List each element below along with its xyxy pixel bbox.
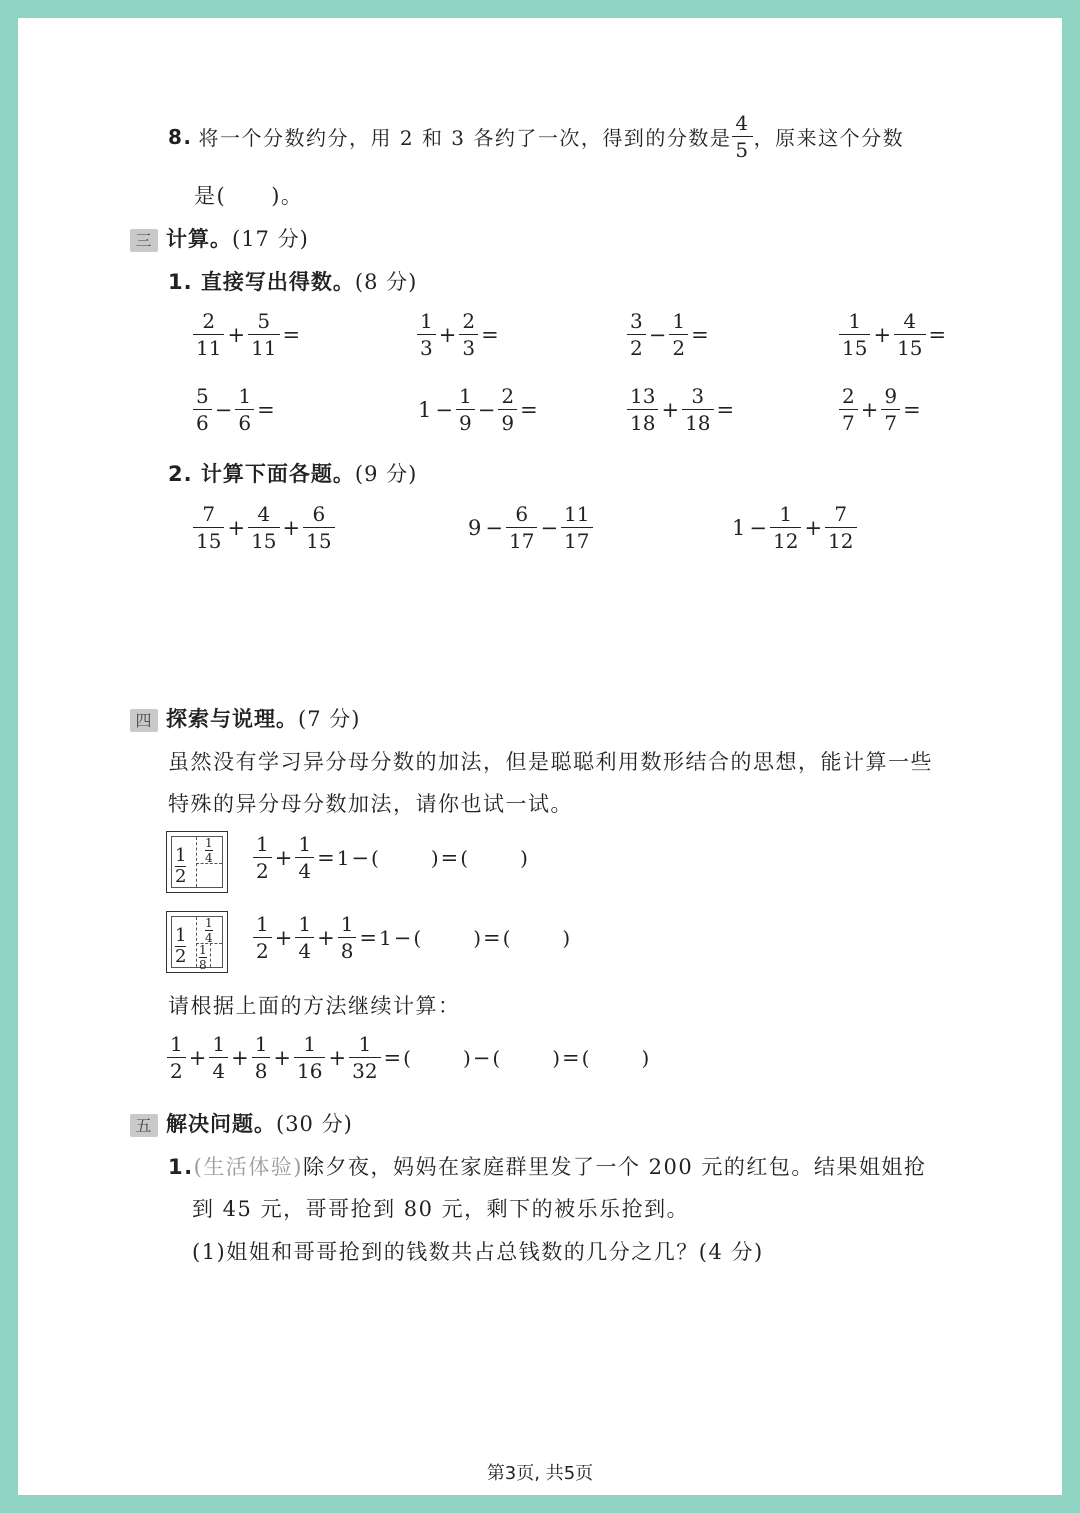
fraction-diagram-1 [166, 831, 228, 893]
frac-den: 15 [248, 527, 279, 551]
calc-item-1 [192, 311, 302, 358]
sec3-q1-points: (8 分) [354, 270, 418, 294]
plus-sign: + [227, 322, 246, 347]
calc-item-3 [626, 311, 711, 358]
frac-num: 5 [257, 309, 271, 333]
frac-den: 16 [294, 1057, 325, 1081]
frac-den: 32 [349, 1057, 380, 1081]
frac-num: 7 [834, 502, 848, 526]
q8-fraction [732, 113, 752, 160]
close-paren: ) [462, 1045, 471, 1070]
diagram-label-eighth: 1 8 [199, 943, 207, 972]
sec3-q2-header [168, 458, 417, 488]
explore-equation-2 [252, 914, 570, 961]
diagram-inner-frame [171, 836, 223, 888]
equals-sign: = [359, 925, 378, 950]
number-nine: 9 [468, 515, 482, 540]
frac-num: 1 [238, 384, 252, 408]
frac-num: 1 [848, 309, 862, 333]
frac-den: 15 [303, 527, 334, 551]
frac-num: 9 [884, 384, 898, 408]
plus-sign: + [273, 1045, 292, 1070]
equals-sign: = [440, 845, 459, 870]
sec4-paragraph-line1: 虽然没有学习异分母分数的加法，但是聪聪利用数形结合的思想，能计算一些 [168, 750, 933, 774]
section5-points: (30 分) [276, 1112, 353, 1136]
diagram-divider [196, 917, 197, 967]
open-paren: ( [460, 845, 469, 870]
frac-den: 17 [561, 527, 592, 551]
minus-sign: − [485, 515, 503, 540]
plus-sign: + [438, 322, 457, 347]
open-paren: ( [581, 1045, 590, 1070]
frac-num: 1 [420, 309, 433, 333]
close-paren: ) [520, 845, 528, 870]
q8-number: 8. [168, 124, 193, 149]
frac-num: 1 [298, 912, 312, 936]
q8-frac-num: 4 [735, 111, 750, 135]
plus-sign: + [188, 1045, 207, 1070]
sec4-continue-instruction: 请根据上面的方法继续计算： [168, 994, 461, 1018]
frac-den: 3 [417, 334, 436, 358]
frac-num: 11 [564, 502, 590, 526]
frac-num: 2 [462, 309, 476, 333]
frac-den: 11 [193, 334, 224, 358]
frac-den: 2 [669, 334, 688, 358]
frac-den: 8 [338, 937, 357, 961]
frac-den: 18 [682, 409, 713, 433]
diagram-label-half: 1 2 [175, 845, 187, 887]
minus-sign: − [540, 515, 559, 540]
section3-points: (17 分) [232, 227, 309, 251]
plus-sign: + [231, 1045, 249, 1070]
equals-sign: = [317, 845, 335, 870]
sec3-q2-points: (9 分) [354, 462, 418, 486]
open-paren: ( [403, 1045, 411, 1070]
frac-den: 15 [894, 334, 925, 358]
frac-den: 4 [295, 857, 314, 881]
equals-sign: = [483, 925, 501, 950]
frac-num: 1 [672, 309, 686, 333]
plus-sign: + [328, 1045, 347, 1070]
frac-den: 7 [839, 409, 858, 433]
life-experience-tag: (生活体验) [193, 1155, 303, 1179]
equals-sign: = [691, 322, 709, 347]
section3-badge: 三 [130, 229, 158, 252]
frac-num: 2 [842, 384, 855, 408]
calc2-item-1 [192, 504, 336, 551]
minus-sign: − [393, 925, 412, 950]
plus-sign: + [274, 925, 293, 950]
calc-item-4 [838, 311, 948, 358]
open-paren: ( [502, 925, 511, 950]
open-paren: ( [371, 845, 379, 870]
frac-den: 15 [839, 334, 870, 358]
frac-num: 1 [170, 1032, 183, 1056]
plus-sign: + [804, 515, 823, 540]
calc-item-2 [416, 311, 501, 358]
frac-den: 2 [253, 937, 272, 961]
calc2-item-3 [730, 504, 858, 551]
sec5-q1-line2: 到 45 元，哥哥抢到 80 元，剩下的被乐乐抢到。 [192, 1197, 690, 1221]
number-one: 1 [379, 925, 392, 950]
section5-header [130, 1108, 353, 1138]
minus-sign: − [472, 1045, 491, 1070]
section5-badge: 五 [130, 1114, 158, 1137]
sec4-paragraph-line2: 特殊的异分母分数加法，请你也试一试。 [168, 792, 573, 816]
frac-num: 2 [202, 309, 216, 333]
minus-sign: − [648, 322, 667, 347]
diagram-label-half: 1 2 [175, 925, 187, 967]
frac-den: 18 [627, 409, 658, 433]
sec3-q1-title: 直接写出得数。 [200, 270, 355, 294]
frac-den: 8 [252, 1057, 271, 1081]
calc-item-6 [416, 386, 540, 433]
frac-num: 1 [254, 1032, 268, 1056]
sec5-q1-line1 [168, 1151, 926, 1181]
close-paren: ) [641, 1045, 650, 1070]
close-paren: ) [552, 1045, 561, 1070]
frac-den: 2 [627, 334, 646, 358]
explore-equation-1 [252, 834, 528, 881]
frac-num: 1 [256, 832, 269, 856]
frac-den: 12 [825, 527, 856, 551]
frac-den: 4 [295, 937, 314, 961]
page-number-footer: 第3页, 共5页 [486, 1463, 594, 1484]
plus-sign: + [873, 322, 892, 347]
equals-sign: = [257, 397, 275, 422]
frac-num: 1 [303, 1032, 317, 1056]
diagram-inner-frame [171, 916, 223, 972]
open-paren: ( [413, 925, 422, 950]
close-paren: ) [473, 925, 481, 950]
minus-sign: − [477, 397, 496, 422]
equals-sign: = [383, 1045, 402, 1070]
frac-num: 1 [358, 1032, 372, 1056]
plus-sign: + [227, 515, 246, 540]
worksheet-page [18, 18, 1062, 1495]
frac-den: 6 [235, 409, 254, 433]
fraction-diagram-2 [166, 911, 228, 973]
number-one: 1 [732, 515, 746, 540]
frac-den: 9 [498, 409, 517, 433]
q8-frac-den: 5 [732, 136, 752, 160]
plus-sign: + [860, 397, 879, 422]
q8-text-after: ，原来这个分数 [753, 126, 905, 150]
frac-num: 1 [298, 832, 312, 856]
frac-num: 5 [196, 384, 209, 408]
sec5-q1-number: 1. [168, 1155, 194, 1179]
equals-sign: = [903, 397, 921, 422]
minus-sign: − [214, 397, 233, 422]
calc-item-8 [838, 386, 923, 433]
close-paren: ) [562, 925, 571, 950]
calc-item-5 [192, 386, 277, 433]
frac-den: 11 [248, 334, 279, 358]
sec3-q1-header [168, 266, 417, 296]
frac-num: 4 [903, 309, 917, 333]
diagram-divider [210, 943, 211, 967]
plus-sign: + [317, 925, 335, 950]
frac-num: 4 [257, 502, 271, 526]
plus-sign: + [282, 515, 301, 540]
q8-line1 [168, 113, 904, 160]
section3-header [130, 223, 309, 253]
frac-num: 1 [256, 912, 269, 936]
frac-num: 1 [212, 1032, 226, 1056]
minus-sign: − [749, 515, 767, 540]
frac-num: 3 [691, 384, 705, 408]
frac-den: 9 [456, 409, 475, 433]
plus-sign: + [274, 845, 293, 870]
equals-sign: = [928, 322, 947, 347]
equals-sign: = [520, 397, 538, 422]
frac-den: 15 [193, 527, 224, 551]
plus-sign: + [661, 397, 680, 422]
frac-num: 6 [515, 502, 529, 526]
sec3-q2-number: 2. [168, 462, 193, 486]
calc2-item-2 [466, 504, 594, 551]
frac-num: 1 [779, 502, 793, 526]
frac-num: 2 [501, 384, 515, 408]
frac-num: 1 [340, 912, 354, 936]
frac-den: 2 [167, 1057, 186, 1081]
sec3-q1-number: 1. [168, 270, 193, 294]
frac-num: 13 [630, 384, 656, 408]
section4-badge: 四 [130, 709, 158, 732]
section5-title: 解决问题。 [166, 1112, 276, 1136]
sec3-q2-title: 计算下面各题。 [200, 462, 355, 486]
section4-points: (7 分) [298, 707, 361, 731]
frac-den: 4 [209, 1057, 228, 1081]
sec5-q1-sub1: (1)姐姐和哥哥抢到的钱数共占总钱数的几分之几？(4 分) [192, 1240, 764, 1264]
frac-den: 6 [193, 409, 212, 433]
open-paren: ( [492, 1045, 501, 1070]
q8-text-before: 将一个分数约分，用 2 和 3 各约了一次，得到的分数是 [198, 126, 732, 150]
diagram-label-quarter: 1 4 [205, 836, 213, 865]
explore-equation-3 [166, 1034, 649, 1081]
calc-item-7 [626, 386, 736, 433]
frac-num: 3 [630, 309, 643, 333]
minus-sign: − [435, 397, 453, 422]
minus-sign: − [351, 845, 370, 870]
frac-den: 3 [459, 334, 478, 358]
frac-num: 1 [458, 384, 472, 408]
frac-den: 7 [881, 409, 900, 433]
sec5-q1-text: 除夕夜，妈妈在家庭群里发了一个 200 元的红包。结果姐姐抢 [302, 1155, 927, 1179]
number-one: 1 [336, 845, 350, 870]
frac-num: 6 [312, 502, 326, 526]
equals-sign: = [282, 322, 301, 347]
equals-sign: = [562, 1045, 580, 1070]
section3-title: 计算。 [166, 227, 232, 251]
section4-header [130, 703, 360, 733]
frac-den: 17 [506, 527, 537, 551]
equals-sign: = [481, 322, 499, 347]
frac-den: 12 [770, 527, 801, 551]
frac-den: 2 [253, 857, 272, 881]
equals-sign: = [716, 397, 735, 422]
q8-line2: 是( )。 [194, 184, 304, 208]
close-paren: ) [430, 845, 439, 870]
diagram-divider [196, 837, 197, 887]
frac-num: 7 [202, 502, 216, 526]
number-one: 1 [418, 397, 432, 422]
diagram-label-quarter: 1 4 [205, 916, 213, 945]
section4-title: 探索与说理。 [166, 707, 298, 731]
